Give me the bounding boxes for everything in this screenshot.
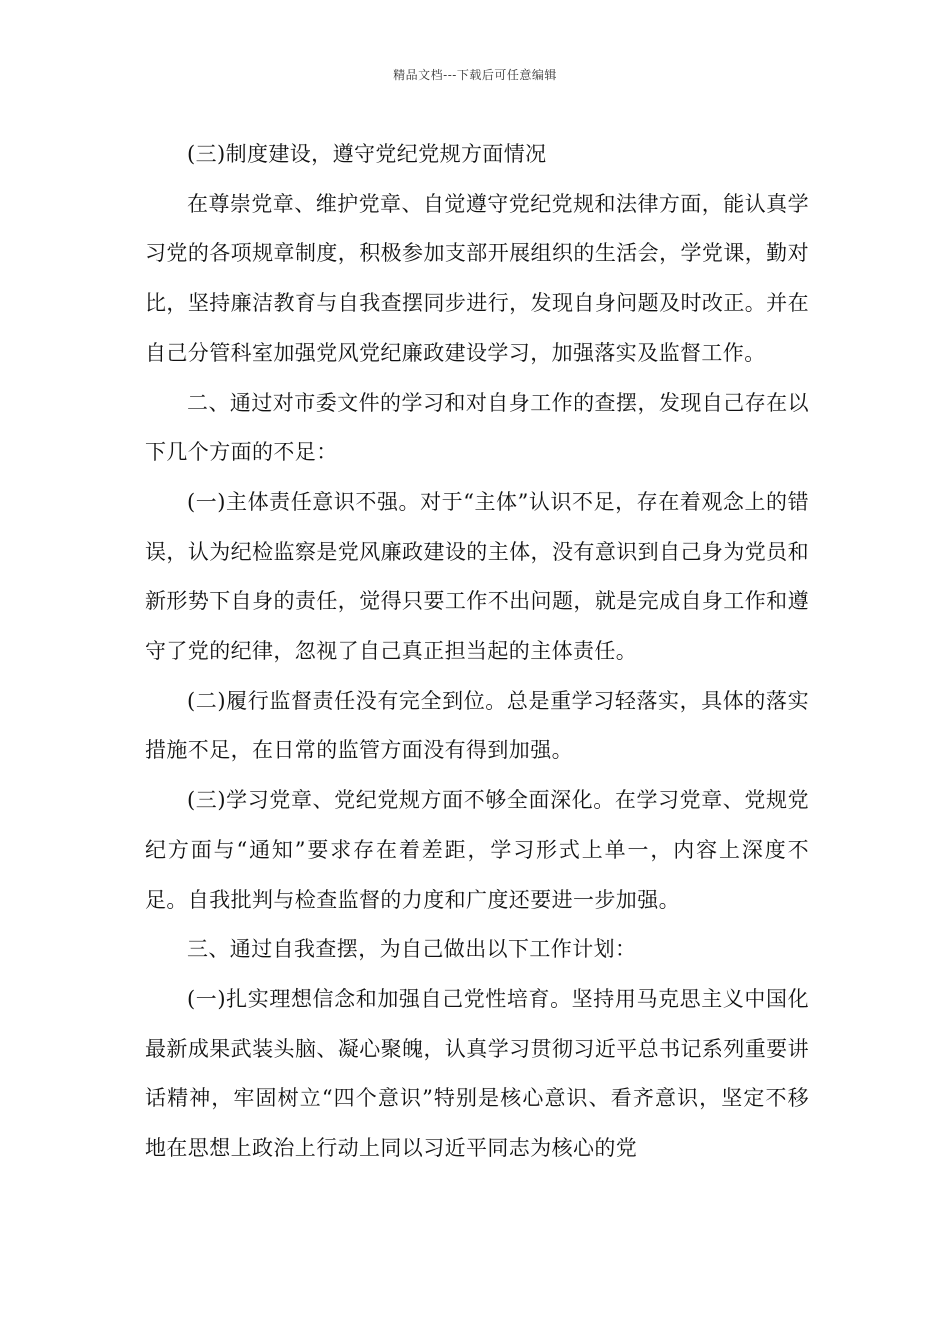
paragraph-plan-1: (一)扎实理想信念和加强自己党性培育。坚持用马克思主义中国化最新成果武装头脑、凝心聚魄，认真学习贯彻习近平总书记系列重要讲话精神，牢固树立“四个意识”特别是核心意识、看齐意识，坚定不移地在思想上政治上行动上同以习近平同志为核心的党	[145, 986, 809, 1161]
section-heading-system-building: (三)制度建设，遵守党纪党规方面情况	[187, 142, 547, 166]
document-body	[145, 130, 809, 1174]
section-heading-work-plan: 三、通过自我查摆，为自己做出以下工作计划：	[187, 937, 637, 962]
section-heading-shortcomings: 二、通过对市委文件的学习和对自身工作的查摆，发现自己存在以下几个方面的不足：	[145, 390, 809, 465]
paragraph-shortcoming-3: (三)学习党章、党纪党规方面不够全面深化。在学习党章、党规党纪方面与“通知”要求存在着差距，学习形式上单一，内容上深度不足。自我批判与检查监督的力度和广度还要进一步加强。	[145, 788, 809, 912]
paragraph-shortcoming-1: (一)主体责任意识不强。对于“主体”认识不足，存在着观念上的错误，认为纪检监察是党风廉政建设的主体，没有意识到自己身为党员和新形势下自身的责任，觉得只要工作不出问题，就是完成自身工作和遵守了党的纪律，忽视了自己真正担当起的主体责任。	[145, 489, 809, 664]
page-header: 精品文档---下载后可任意编辑	[393, 68, 557, 82]
paragraph-shortcoming-2: (二)履行监督责任没有完全到位。总是重学习轻落实，具体的落实措施不足，在日常的监管方面没有得到加强。	[145, 688, 809, 763]
paragraph-party-rules-study: 在尊崇党章、维护党章、自觉遵守党纪党规和法律方面，能认真学习党的各项规章制度，积极参加支部开展组织的生活会，学党课，勤对比，坚持廉洁教育与自我查摆同步进行，发现自身问题及时改正。并在自己分管科室加强党风党纪廉政建设学习，加强落实及监督工作。	[145, 191, 809, 365]
